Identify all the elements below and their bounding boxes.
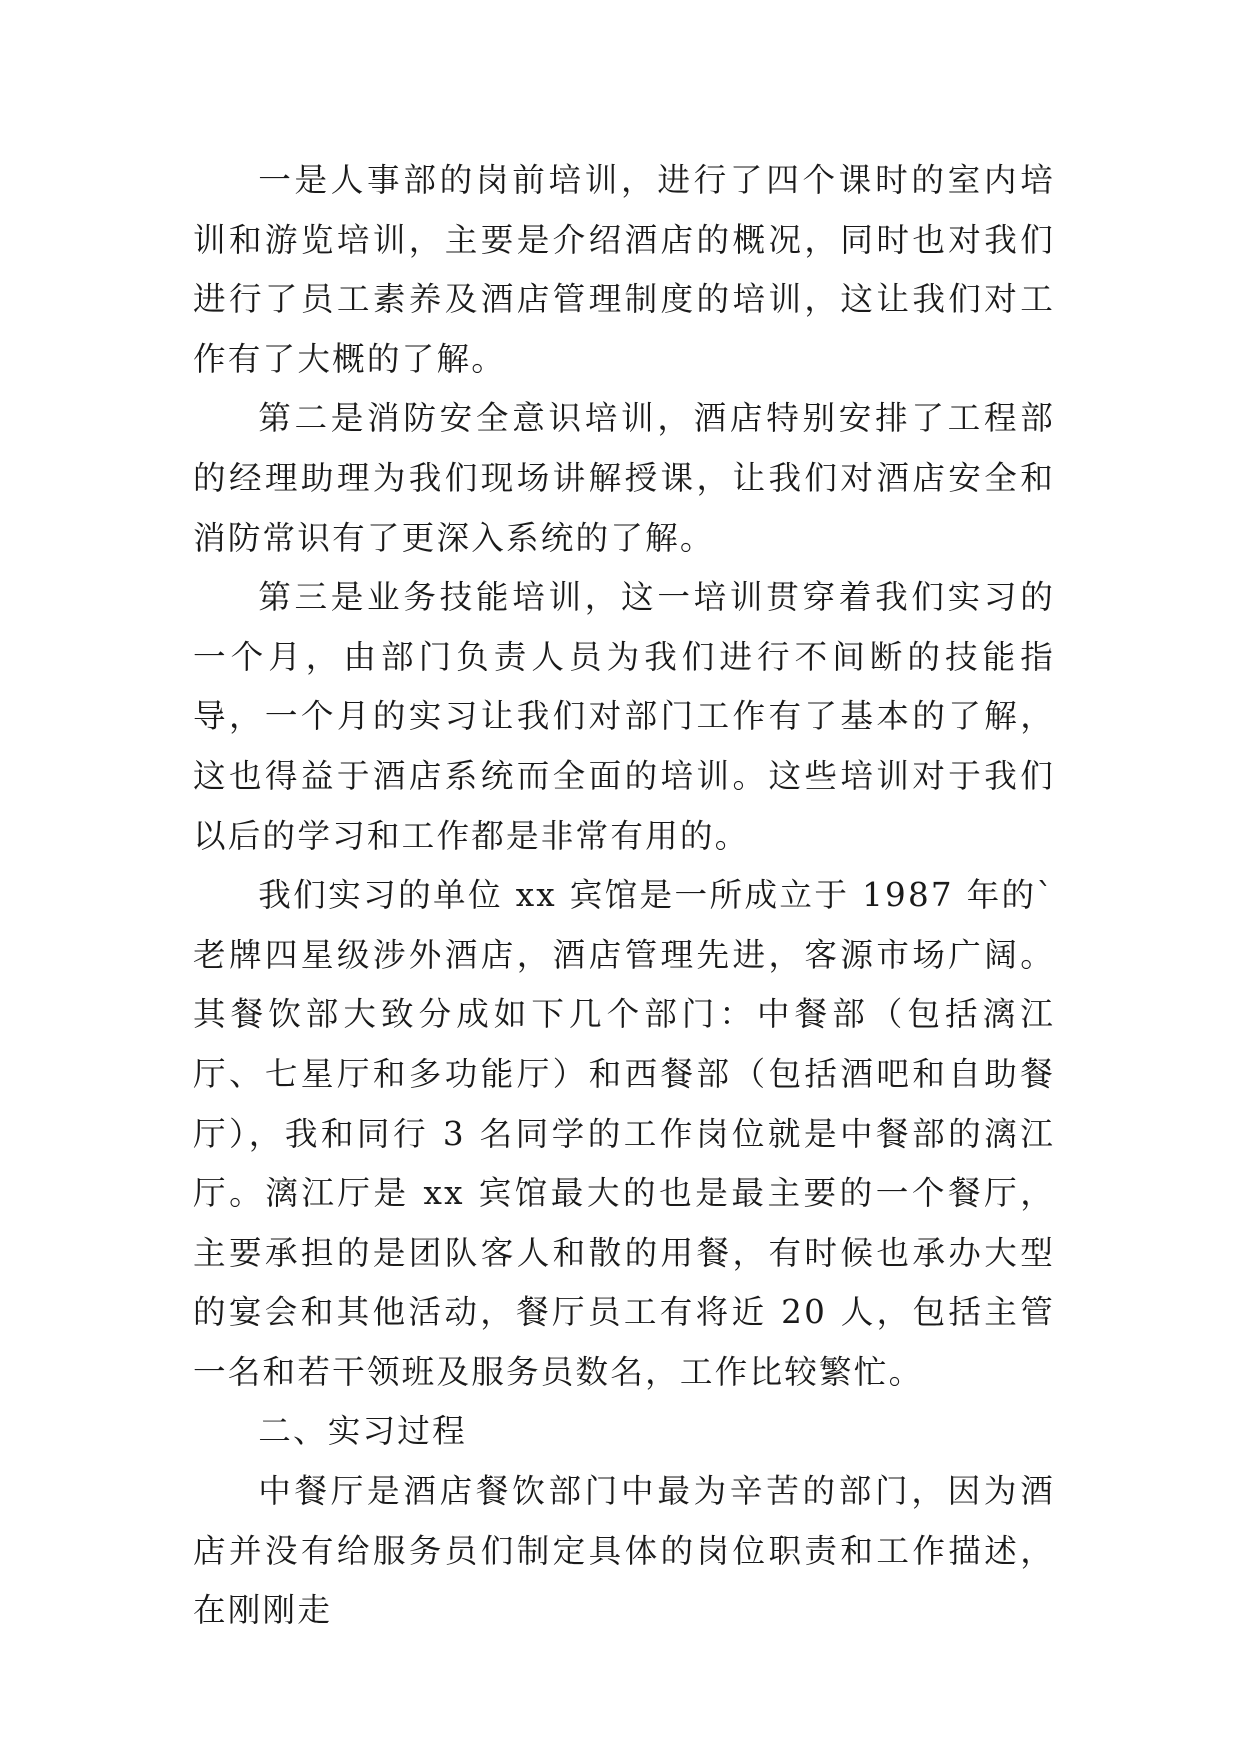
paragraph-pre-job-training: 一是人事部的岗前培训，进行了四个课时的室内培训和游览培训，主要是介绍酒店的概况，同时也对我们进行了员工素养及酒店管理制度的培训，这让我们对工作有了大概的了解。	[193, 161, 1055, 378]
paragraph-skills-training: 第三是业务技能培训，这一培训贯穿着我们实习的一个月，由部门负责人员为我们进行不间断的技能指导，一个月的实习让我们对部门工作有了基本的了解，这也得益于酒店系统而全面的培训。这些培训对于我们以后的学习和工作都是非常有用的。	[193, 578, 1055, 855]
document-page	[193, 151, 1055, 1641]
paragraph-hotel-introduction: 我们实习的单位 xx 宾馆是一所成立于 1987 年的`老牌四星级涉外酒店，酒店管理先进，客源市场广阔。其餐饮部大致分成如下几个部门：中餐部（包括漓江厅、七星厅和多功能厅）和西餐部（包括酒吧和自助餐厅），我和同行 3 名同学的工作岗位就是中餐部的漓江厅。漓江厅是 xx 宾馆最大的也是最主要的一个餐厅，主要承担的是团队客人和散的用餐，有时候也承办大型的宴会和其他活动，餐厅员工有将近 20 人，包括主管一名和若干领班及服务员数名，工作比较繁忙。	[193, 876, 1055, 1391]
paragraph-chinese-restaurant: 中餐厅是酒店餐饮部门中最为辛苦的部门，因为酒店并没有给服务员们制定具体的岗位职责和工作描述，在刚刚走	[193, 1472, 1055, 1630]
section-heading-internship-process: 二、实习过程	[258, 1412, 467, 1451]
paragraph-fire-safety-training: 第二是消防安全意识培训，酒店特别安排了工程部的经理助理为我们现场讲解授课，让我们对酒店安全和消防常识有了更深入系统的了解。	[193, 399, 1055, 557]
